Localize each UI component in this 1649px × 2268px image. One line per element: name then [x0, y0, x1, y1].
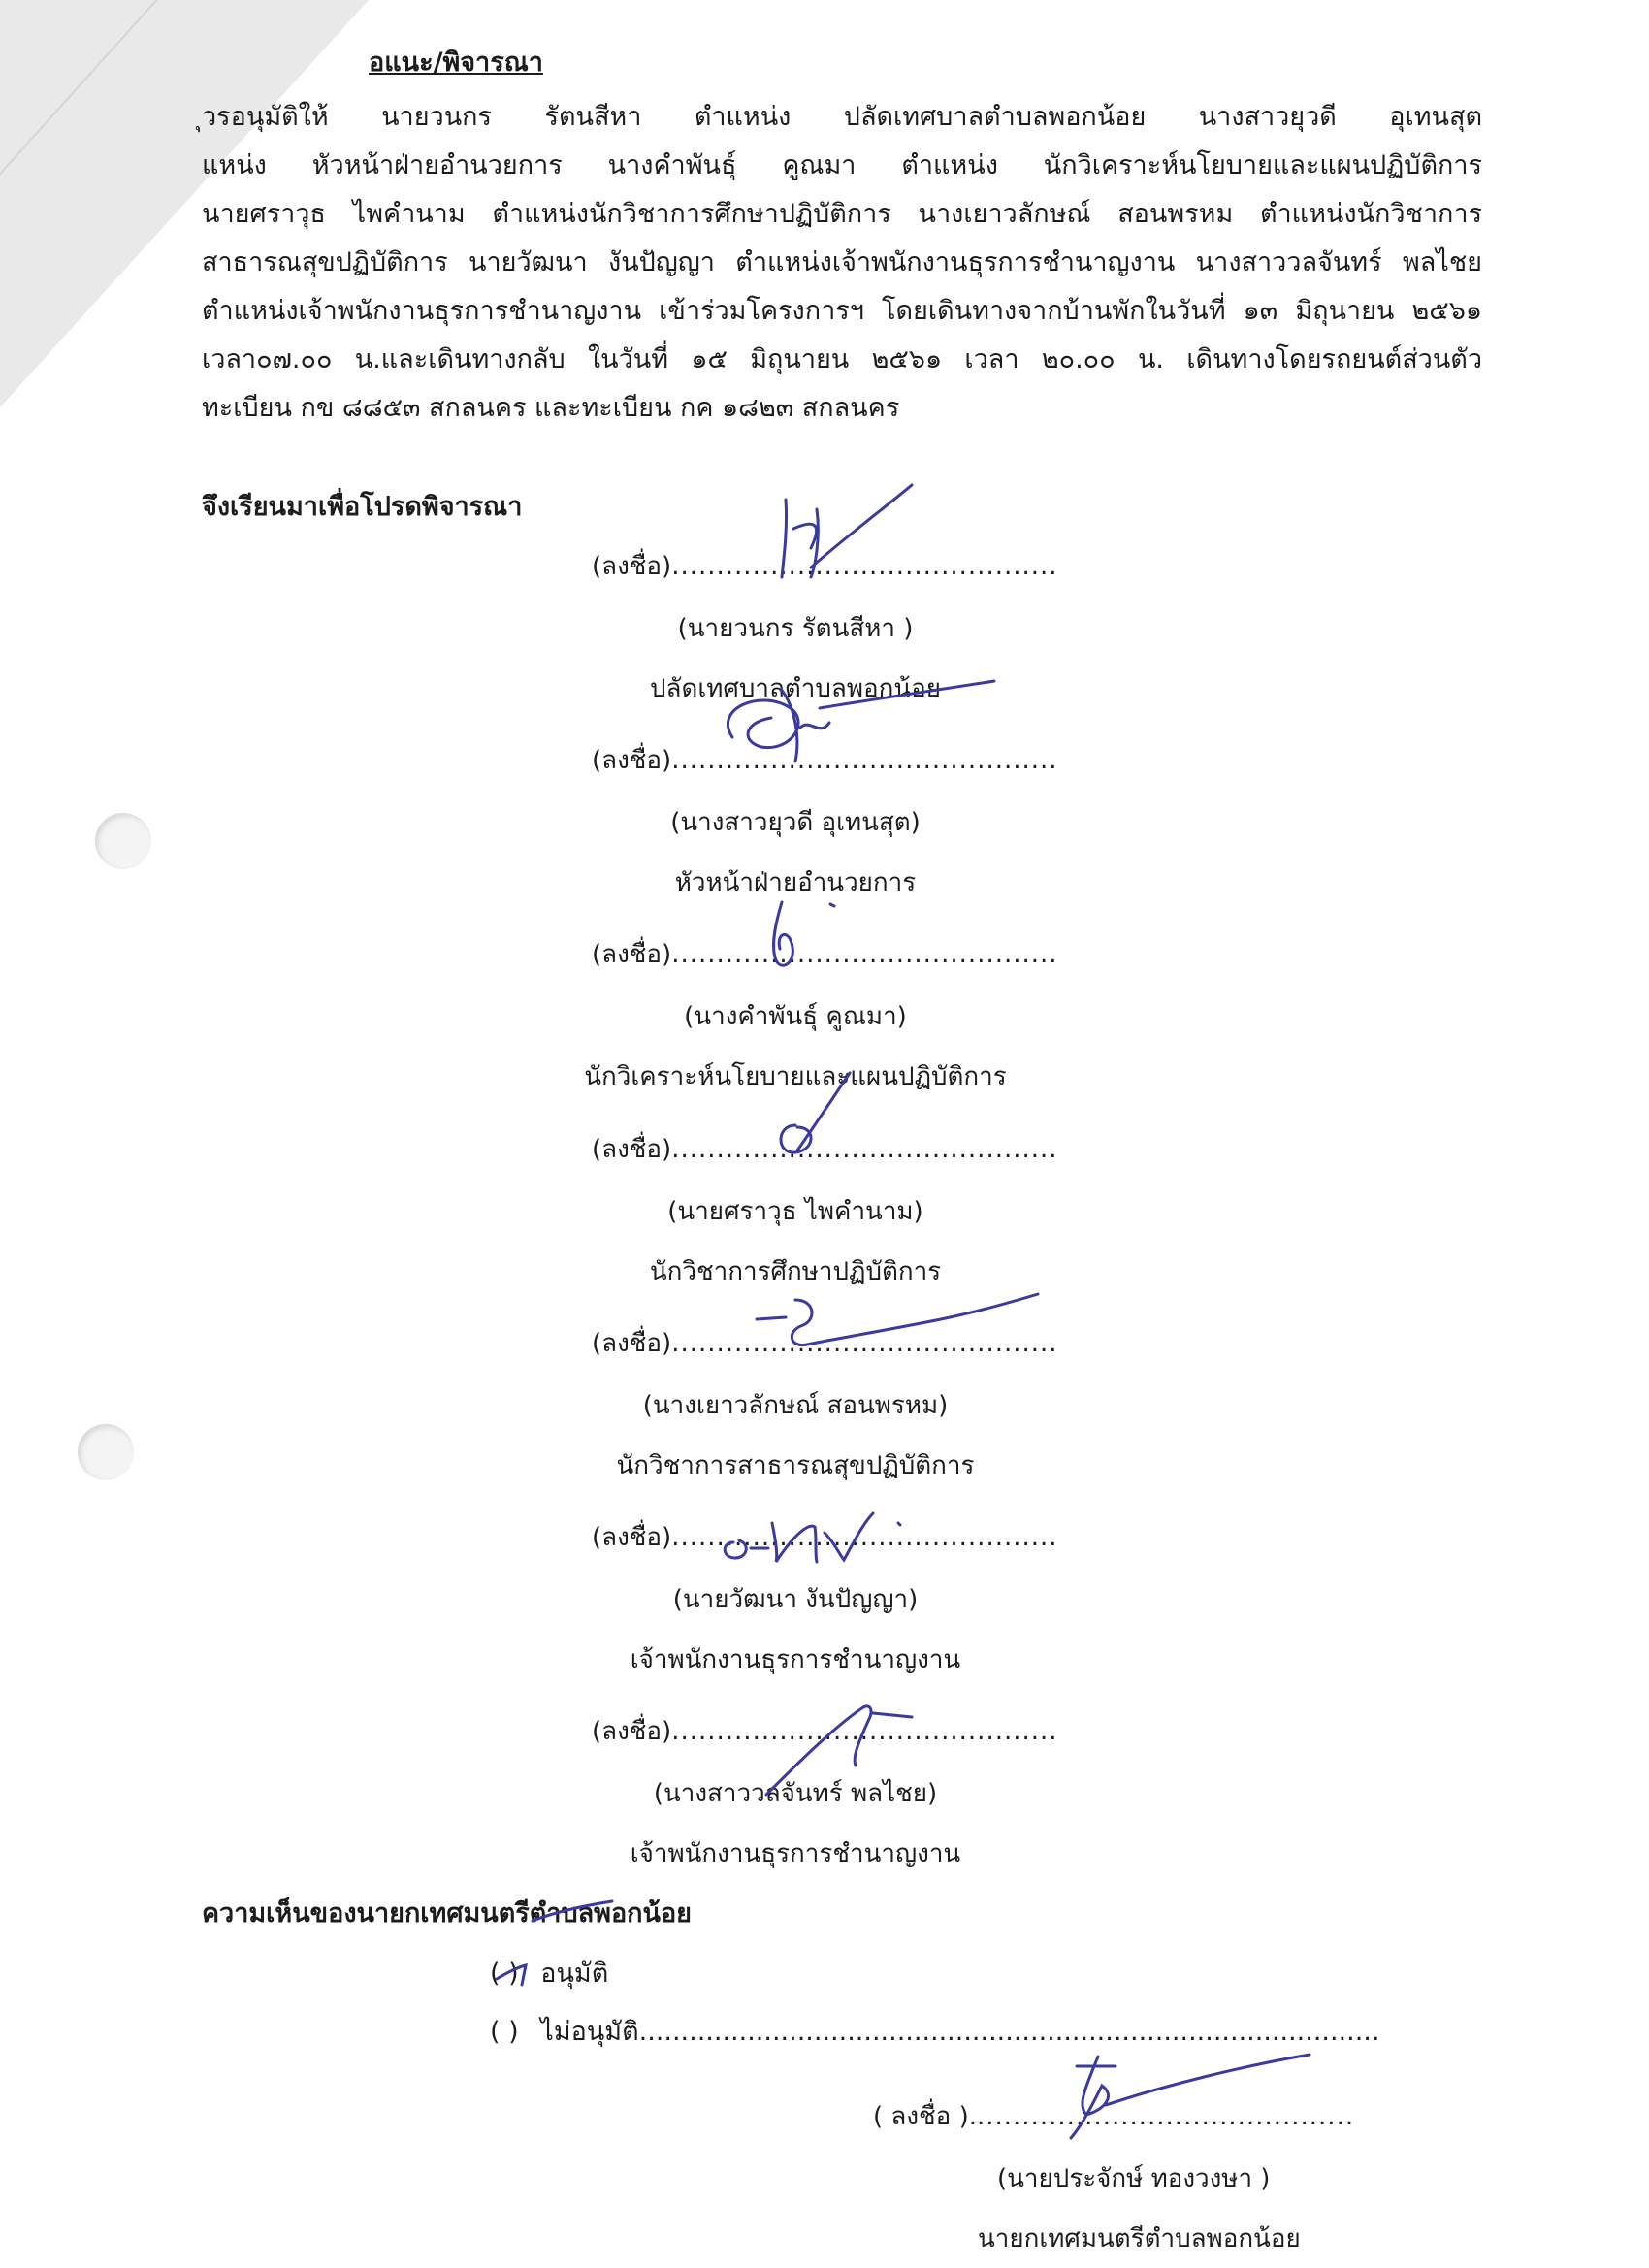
signer-position: เจ้าพนักงานธุรการชำนาญงาน	[630, 1645, 961, 1674]
signature-dots: ...........................................	[671, 1135, 1058, 1164]
sign-label: (ลงชื่อ)	[592, 552, 672, 581]
sign-label: (ลงชื่อ)	[592, 1329, 672, 1358]
signature-block-4	[543, 1128, 1058, 1293]
signature-dots: ...........................................	[671, 746, 1058, 775]
closing-line: จึงเรียนมาเพื่อโปรดพิจารณา	[202, 492, 523, 522]
sign-label: (ลงชื่อ)	[592, 746, 672, 775]
punch-hole-upper	[95, 813, 151, 869]
signature-dots: ...........................................	[671, 1717, 1058, 1746]
signature-block-5	[543, 1322, 1058, 1487]
sign-label: (ลงชื่อ)	[592, 1523, 672, 1552]
body-line: นายศราวุธ ไพคำนาม ตำแหน่งนักวิชาการศึกษาปฏิบัติการ นางเยาวลักษณ์ สอนพรหม ตำแหน่งนักวิชาการ	[202, 199, 1482, 229]
body-line: ทะเบียน กข ๘๘๕๓ สกลนคร และทะเบียน กค ๑๘๒๓ สกลนคร	[202, 393, 900, 423]
signature-block-2	[543, 739, 1058, 904]
signature-block-7	[543, 1710, 1058, 1875]
approve-checkbox[interactable]: ( )	[490, 1959, 519, 1989]
reject-checkbox[interactable]: ( )	[490, 2017, 519, 2047]
signer-name: (นางเยาวลักษณ์ สอนพรหม)	[642, 1391, 949, 1420]
signer-position: นักวิเคราะห์นโยบายและแผนปฏิบัติการ	[584, 1062, 1007, 1091]
signer-position: หัวหน้าฝ่ายอำนวยการ	[674, 868, 917, 897]
punch-hole-lower	[78, 1424, 134, 1480]
approve-label: อนุมัติ	[540, 1959, 609, 1989]
sign-label: (ลงชื่อ)	[592, 1717, 672, 1746]
body-line: แหน่ง หัวหน้าฝ่ายอำนวยการ นางคำพันธุ์ คูณมา ตำแหน่ง นักวิเคราะห์นโยบายและแผนปฏิบัติการ	[202, 150, 1482, 180]
mayor-opinion-heading: ความเห็นของนายกเทศมนตรีตำบลพอกน้อย	[202, 1898, 692, 1928]
signature-dots: ...........................................	[671, 1523, 1058, 1552]
mayor-signature-block	[873, 2095, 1377, 2260]
body-line: สาธารณสุขปฏิบัติการ นายวัฒนา งันปัญญา ตำแหน่งเจ้าพนักงานธุรการชำนาญงาน นางสาววลจันทร์ พลไชย	[202, 247, 1482, 277]
mayor-position: นายกเทศมนตรีตำบลพอกน้อย	[978, 2224, 1301, 2253]
body-paragraph	[202, 93, 1482, 433]
approve-option	[490, 1952, 608, 1993]
reject-label: ไม่อนุมัติ.........................................................................................	[540, 2017, 1380, 2047]
signer-position: เจ้าพนักงานธุรการชำนาญงาน	[630, 1839, 961, 1868]
body-line: ตำแหน่งเจ้าพนักงานธุรการชำนาญงาน เข้าร่วมโครงการฯ โดยเดินทางจากบ้านพักในวันที่ ๑๓ มิถุนายน ๒๕๖๑	[202, 296, 1482, 326]
signature-dots: ..........................................	[976, 2102, 1355, 2131]
mayor-name: (นายประจักษ์ ทองวงษา )	[997, 2164, 1271, 2193]
body-line: เวลา๐๗.๐๐ น.และเดินทางกลับ ในวันที่ ๑๕ มิถุนายน ๒๕๖๑ เวลา ๒๐.๐๐ น. เดินทางโดยรถยนต์ส่วนตัว	[202, 344, 1482, 374]
signer-name: (นายวัฒนา งันปัญญา)	[672, 1585, 919, 1614]
signature-dots: ...........................................	[671, 1329, 1058, 1358]
signer-name: (นายศราวุธ ไพคำนาม)	[667, 1197, 923, 1226]
signer-name: (นางสาววลจันทร์ พลไชย)	[653, 1779, 938, 1808]
body-line: ุวรอนุมัติให้ นายวนกร รัตนสีหา ตำแหน่ง ปลัดเทศบาลตำบลพอกน้อย นางสาวยุวดี อุเทนสุต	[202, 102, 1482, 132]
section-heading: อแนะ/พิจารณา	[369, 48, 543, 78]
signature-dots: ...........................................	[671, 940, 1058, 969]
signature-block-1	[543, 545, 1058, 710]
signature-block-3	[543, 933, 1058, 1098]
signer-name: (นางสาวยุวดี อุเทนสุต)	[670, 808, 921, 837]
signer-position: นักวิชาการสาธารณสุขปฏิบัติการ	[616, 1451, 975, 1480]
sign-label: (ลงชื่อ)	[592, 940, 672, 969]
sign-label: ( ลงชื่อ ).	[873, 2102, 977, 2131]
signature-dots: ...........................................	[671, 552, 1058, 581]
sign-label: (ลงชื่อ)	[592, 1135, 672, 1164]
signer-position: ปลัดเทศบาลตำบลพอกน้อย	[650, 674, 941, 703]
signature-block-6	[543, 1516, 1058, 1681]
signer-name: (นายวนกร รัตนสีหา )	[677, 614, 914, 643]
signer-name: (นางคำพันธุ์ คูณมา)	[684, 1002, 907, 1031]
signer-position: นักวิชาการศึกษาปฏิบัติการ	[649, 1257, 942, 1286]
reject-option	[490, 2010, 1379, 2052]
